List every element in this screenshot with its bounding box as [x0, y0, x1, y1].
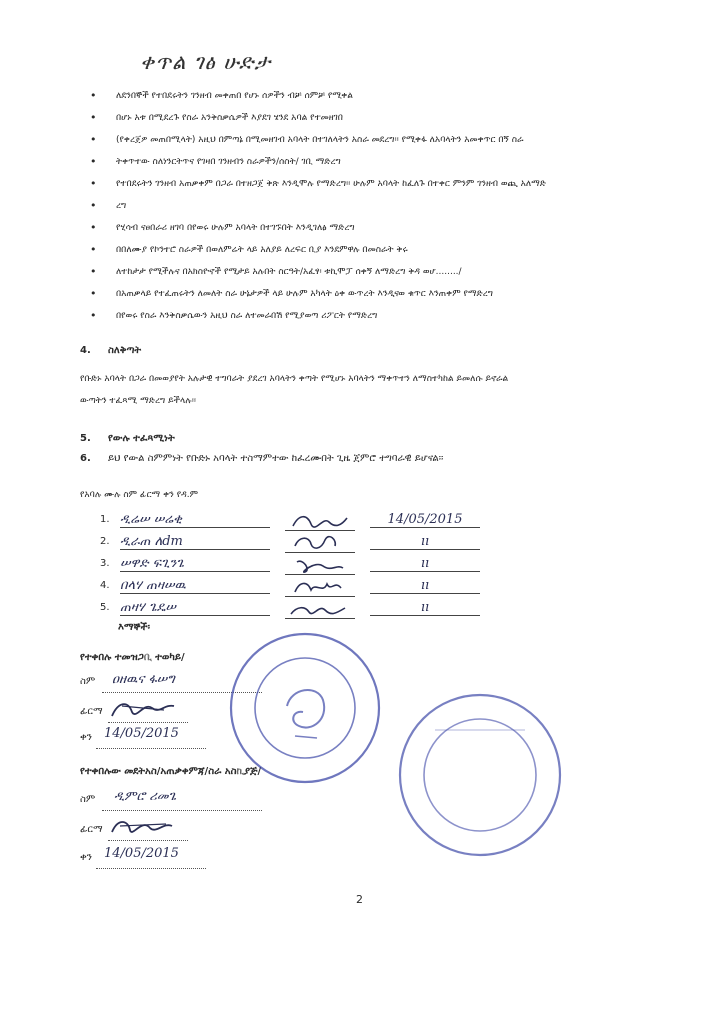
bullet-item-continuation: • (የቀረጀዎ መጠበሚላት) አዚህ በምጣኔ በሚመዘገብ አባላት በተገለላትን አስራ መደረግ፡፡ የሚቀፋ ለአባላትን አመቀጥር በኝ ስራ	[86, 129, 686, 151]
signer-name: ዲሬሠ ሠሬቂ	[120, 512, 270, 528]
witnesses-label: እማኞች፡	[118, 622, 150, 633]
paragraph-line: የቡድኑ አባላት በጋራ በመወያየት አሉታዊ ተግባራት ያደረገ አባላትን ቀጣት የሚሆኑ አባላትን ማቀጥተን ለማስተካከል ይመለሱ ይኖራል	[80, 374, 509, 384]
receiver2-name-field	[80, 789, 280, 814]
section-number: 5.	[80, 433, 91, 444]
section-number: 4.	[80, 345, 91, 356]
bullet-item: • በበለሙያ የኮንተሮ ስራዎች በወለምሬት ላይ አለያይ ለረፍር ቢያ እንደምዋሉ በመስራት ቅሩ	[86, 239, 686, 261]
receiver2-date-value: 14/05/2015	[104, 846, 179, 861]
receiver1-signature	[108, 698, 188, 722]
receiver1-name-value: ዐዘዉና ፋሠግ	[112, 672, 175, 687]
bullet-item: • የሂሳብ ናፀበራሪ ዘገባ በየወሩ ሁሉም አባላት በተገኙበት እንዲገለፅ ማድረግ	[86, 217, 686, 239]
receiver2-sign-field	[80, 824, 280, 846]
name-label: ስም	[80, 794, 96, 805]
section-5-heading	[80, 433, 175, 444]
signer-row	[100, 556, 480, 574]
official-stamp-seal	[225, 628, 385, 788]
bullet-item: • ለደንበኞች የተበደሩትን ገንዘብ መቀጠበ የሆኑ ሰዎችን ብቻ ሰምቻ የሚቀል	[86, 85, 686, 107]
row-number: 4.	[100, 580, 110, 591]
name-label: ስም	[80, 676, 96, 687]
receiver2-name-value: ዲምሮ ሪመጌ	[114, 789, 177, 804]
section-4-paragraph	[80, 368, 680, 412]
sign-label: ፊርማ	[80, 824, 103, 835]
signer-name: በላሃ ጠዛሠዉ	[120, 578, 270, 594]
receiver1-label: የተቀበሉ ተመዝጋቢ ተወካይ/	[80, 652, 185, 663]
signer-date: ıı	[370, 556, 480, 572]
row-number: 5.	[100, 602, 110, 613]
signer-name: ዲራጠ ለdm	[120, 534, 270, 550]
bullet-item-continuation: • ረግ	[86, 195, 686, 217]
receiver2-date-field	[80, 846, 280, 874]
signer-row	[100, 534, 480, 552]
signer-name: ጠዛሃ ጌዴሠ	[120, 600, 270, 616]
section-title: ስለቅጣት	[108, 345, 142, 356]
signature	[285, 600, 355, 619]
signature	[285, 578, 355, 597]
bullet-list	[86, 85, 686, 327]
row-number: 1.	[100, 514, 110, 525]
section-6-heading	[80, 453, 443, 464]
page-number: 2	[356, 893, 363, 906]
receiver2-label: የተቀበሉው መደትአስ/አጠቃቀምጃ/ስራ አስኪያጅ/	[80, 766, 262, 777]
handwritten-title: ቀጥል ገፅ ሁድታ	[140, 50, 272, 74]
bullet-item: • በሆኑ አቱ በሚደረጉ የስራ አንቅስቃሴዎች እያደገ ሄንደ አባል የተመዘገበ	[86, 107, 686, 129]
section-text: ይህ የውል ስምምነት የቡድኑ አባላት ተስማምተው ከፈረሙበት ጊዜ ጀምሮ ተግባራዊ ይሆናል፡፡	[108, 453, 444, 464]
bullet-item: • በአጠቃላይ የተፈጠሩትን ለመለት ስራ ሁኔታዎች ላይ ሁሉም አካላት ዕቀ ውጥረት እንዲናወ ቁጥር እንጠቀም የማድረግ	[86, 283, 686, 305]
receiver2-signature	[108, 816, 188, 840]
official-stamp-seal-2	[395, 690, 565, 860]
bullet-item: • ለተከታታ የሚችሉና በአክስዮኖች የሚታይ አሉበት ስርዓት/አፈፃ፡ ቱኪሞፓ ሰቀኝ ለማድረግ ቅዳ ወሆ......../	[86, 261, 686, 283]
signers-heading: የአባሉ ሙሉ ስም ፊርማ ቀን የዳ.ም	[80, 490, 198, 500]
signer-date: ıı	[370, 534, 480, 550]
section-title: የውሉ ተፈጻሚነት	[108, 433, 175, 444]
signer-date: ıı	[370, 578, 480, 594]
receiver1-date-value: 14/05/2015	[104, 726, 179, 741]
signature	[285, 534, 355, 553]
signature	[285, 512, 355, 531]
row-number: 2.	[100, 536, 110, 547]
section-4-heading	[80, 345, 141, 356]
bullet-item: • በየወሩ የስራ እንቅስቃሴውን አዚህ ስራ ለተመራበሽ የሚያወጣ ሪፖርት የማድረግ	[86, 305, 686, 327]
date-label: ቀን	[80, 852, 92, 863]
signer-date: 14/05/2015	[370, 512, 480, 528]
signature	[285, 556, 355, 575]
bullet-item-continuation: • ትቀጥተው ስለነንርትጥና የገዛበ ገንዘብን ስራዎችን/ሰስት/ ገቢ ማድረግ	[86, 151, 686, 173]
signer-date: ıı	[370, 600, 480, 616]
signer-row	[100, 600, 480, 618]
bullet-item: • የተበደሩትን ገንዘብ አጠቃቀም በጋራ በተዘጋጀ ቅጽ እንዲሞሉ የማድረግ፡፡ ሁሉም አባላት ከፈለጉ በተቀር ምንም ገንዘብ ወጪ አለማድ	[86, 173, 686, 195]
sign-label: ፊርማ	[80, 706, 103, 717]
row-number: 3.	[100, 558, 110, 569]
signer-row	[100, 578, 480, 596]
signer-name: ሠዋድ ፍጊንጌ	[120, 556, 270, 572]
section-number: 6.	[80, 453, 91, 464]
signer-row	[100, 512, 480, 530]
paragraph-line: ውጣትን ተፈጻሚ ማድረግ ይችላሉ፡፡	[80, 396, 196, 406]
date-label: ቀን	[80, 732, 92, 743]
